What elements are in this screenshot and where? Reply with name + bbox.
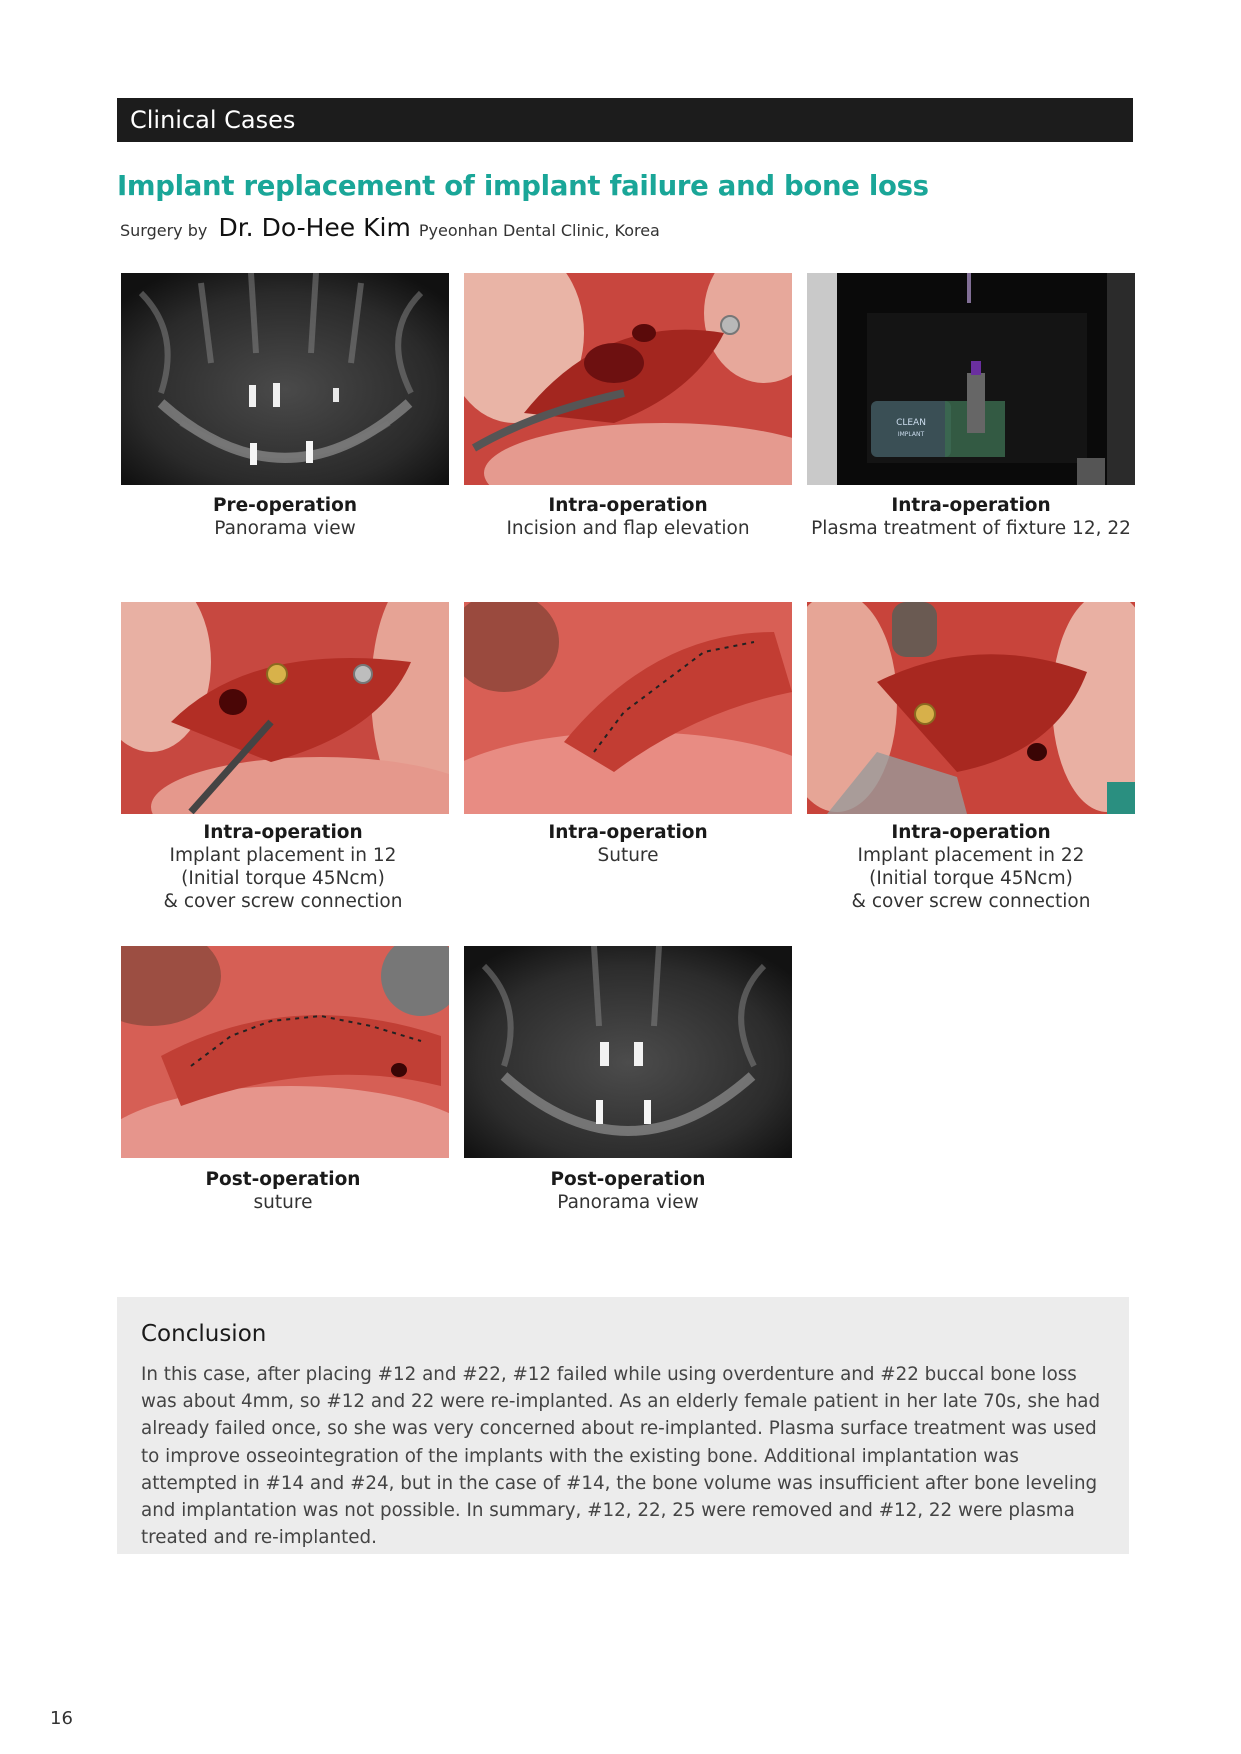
- photo-panorama-preop: [121, 273, 449, 485]
- section-header-bar: [117, 98, 1133, 142]
- caption-1: [115, 494, 455, 540]
- caption-heading: Intra-operation: [891, 495, 1051, 516]
- photo-panorama-postop: [464, 946, 792, 1158]
- article-title: Implant replacement of implant failure and bone loss: [117, 170, 929, 202]
- caption-line: Plasma treatment of fixture 12, 22: [811, 518, 1131, 539]
- caption-heading: Intra-operation: [891, 822, 1051, 843]
- caption-heading: Post-operation: [205, 1169, 361, 1190]
- section-label: Clinical Cases: [130, 106, 296, 134]
- caption-line: (Initial torque 45Ncm): [181, 868, 385, 889]
- conclusion-text: In this case, after placing #12 and #22, #12 failed while using overdenture and #22 buccal bone loss was about 4mm, so #12 and 22 were re-implanted. As an elderly female patient in her late 70s, she had already failed once, so she was very concerned about re-implanted. Plasma surface treatment was used to improve osseointegration of the implants with the existing bone. Additional implantation was attempted in #14 and #24, but in the case of #14, the bone volume was insufficient after bone leveling and implantation was not possible. In summary, #12, 22, 25 were removed and #12, 22 were plasma treated and re-implanted.: [141, 1364, 1101, 1549]
- caption-7: [113, 1168, 453, 1214]
- caption-heading: Intra-operation: [203, 822, 363, 843]
- caption-line: suture: [253, 1192, 313, 1213]
- caption-line: Suture: [597, 845, 659, 866]
- caption-3: [801, 494, 1141, 540]
- photo-incision-flap: [464, 273, 792, 485]
- clinic-name: Pyeonhan Dental Clinic, Korea: [418, 221, 660, 240]
- photo-suture: [464, 602, 792, 814]
- caption-heading: Post-operation: [550, 1169, 706, 1190]
- caption-line: (Initial torque 45Ncm): [869, 868, 1073, 889]
- caption-heading: Intra-operation: [548, 822, 708, 843]
- caption-line: Panorama view: [214, 518, 356, 539]
- caption-2: [458, 494, 798, 540]
- caption-line: Implant placement in 12: [169, 845, 397, 866]
- caption-heading: Pre-operation: [212, 495, 358, 516]
- device-label-clean: CLEAN: [896, 418, 926, 428]
- photo-implant-22: [807, 602, 1135, 814]
- conclusion-box: [117, 1297, 1129, 1554]
- surgeon-name: Dr. Do-Hee Kim: [218, 213, 411, 242]
- photo-plasma-device: [807, 273, 1135, 485]
- caption-line: Panorama view: [557, 1192, 699, 1213]
- page-number: 16: [50, 1708, 73, 1729]
- byline: [120, 213, 660, 242]
- caption-line: & cover screw connection: [851, 891, 1091, 912]
- caption-heading: Intra-operation: [548, 495, 708, 516]
- photo-implant-12: [121, 602, 449, 814]
- device-label-implant: IMPLANT: [897, 431, 925, 438]
- surgery-prefix: Surgery by: [120, 221, 208, 240]
- caption-8: [458, 1168, 798, 1214]
- caption-5: [458, 821, 798, 867]
- caption-6: [801, 821, 1141, 913]
- caption-line: Implant placement in 22: [857, 845, 1085, 866]
- conclusion-title: Conclusion: [141, 1321, 267, 1347]
- caption-line: Incision and flap elevation: [506, 518, 750, 539]
- caption-4: [113, 821, 453, 913]
- photo-postop-suture: [121, 946, 449, 1158]
- caption-line: & cover screw connection: [163, 891, 403, 912]
